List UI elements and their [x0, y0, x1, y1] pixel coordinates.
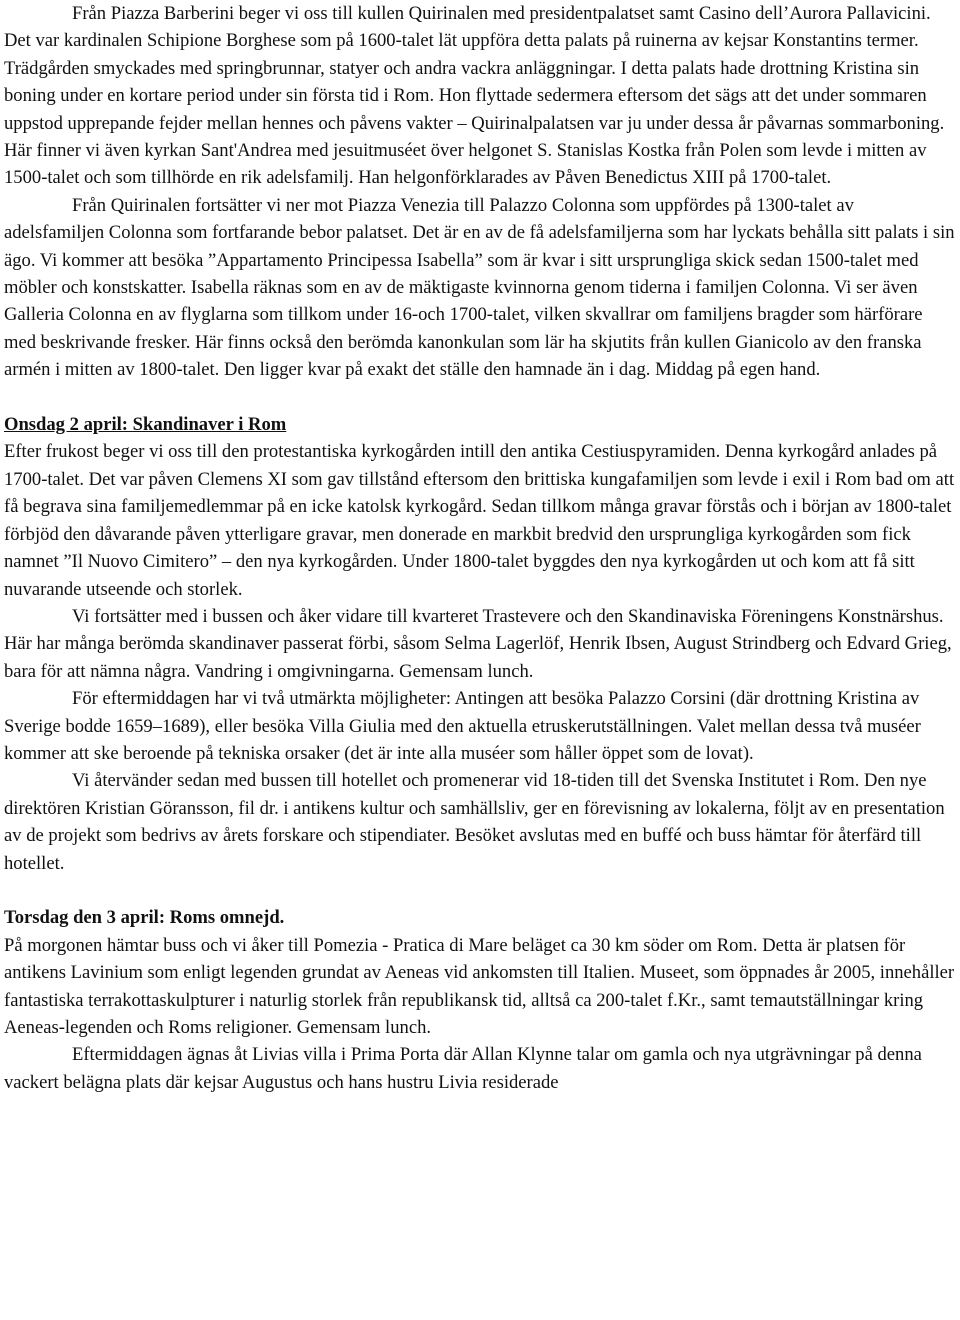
paragraph-quirinalen: Från Quirinalen fortsätter vi ner mot Piazza Venezia till Palazzo Colonna som uppfördes på 1300-talet av adelsfamiljen Colonna som fortfarande bebor palatset. Det är en av de få adelsfamiljerna som har lyckats behålla sitt palats i sin ägo. Vi kommer att besöka ”Appartamento Principessa Isabella” som är kvar i sitt ursprungliga skick sedan 1500-talet med möbler och konstskatter. Isabella räknas som en av de mäktigaste kvinnorna genom tiderna i familjen Colonna. Vi ser även Galleria Colonna en av flyglarna som tillkom under 16-och 1700-talet, vilken skvallrar om familjens bragder som härförare med beskrivande fresker. Här finns också den berömda kanonkulan som lär ha skjutits från kullen Gianicolo av den franska armén i mitten av 1800-talet. Den ligger kvar på exakt det ställe den hamnade än i dag. Middag på egen hand. — [4, 194, 955, 381]
paragraph-pomezia: På morgonen hämtar buss och vi åker till Pomezia - Pratica di Mare beläget ca 30 km söder om Rom. Detta är platsen för antikens Lavinium som enligt legenden grundat av Aeneas vid ankomsten till Italien. Museet, som öppnades år 2005, innehåller fantastiska terrakottaskulpturer i naturlig storlek från republikansk tid, alltså ca 200-talet f.Kr., samt temautställningar kring Aeneas-legenden och Roms religioner. Gemensam lunch. — [4, 934, 955, 1038]
document-page — [4, 0, 956, 1096]
paragraph-afternoon-options: För eftermiddagen har vi två utmärkta möjligheter: Antingen att besöka Palazzo Corsini (där drottning Kristina av Sverige bodde 1659–1689), eller besöka Villa Giulia med den aktuella etruskerutställningen. Valet mellan dessa två muséer kommer att ske beroende på tekniska orsaker (det är inte alla muséer som håller öppet som de lovat). — [4, 688, 921, 764]
section-spacer — [4, 877, 956, 904]
paragraph-livias-villa: Eftermiddagen ägnas åt Livias villa i Prima Porta där Allan Klynne talar om gamla och nya utgrävningar på denna vackert belägna plats där kejsar Augustus och hans hustru Livia residerade — [4, 1044, 922, 1093]
heading-thursday: Torsdag den 3 april: Roms omnejd. — [4, 907, 285, 929]
heading-wednesday: Onsdag 2 april: Skandinaver i Rom — [4, 414, 287, 436]
section-spacer — [4, 384, 956, 411]
paragraph-svenska-institutet: Vi återvänder sedan med bussen till hotellet och promenerar vid 18-tiden till det Svenska Institutet i Rom. Den nye direktören Kristian Göransson, fil dr. i antikens kultur och samhällsliv, ger en förevisning av lokalerna, följt av en presentation av de projekt som bedrivs av årets forskare och stipendiater. Besöket avslutas med en buffé och buss hämtar för återfärd till hotellet. — [4, 770, 945, 874]
paragraph-piazza-barberini: Från Piazza Barberini beger vi oss till kullen Quirinalen med presidentpalatset samt Casino dell’Aurora Pallavicini. Det var kardinalen Schipione Borghese som på 1600-talet lät uppföra detta palats på ruinerna av kejsar Konstantins termer. Trädgården smyckades med springbrunnar, statyer och andra vackra anläggningar. I detta palats hade drottning Kristina sin boning under en kortare period under sin första tid i Rom. Hon flyttade sedermera eftersom det sägs att det under sommaren uppstod upprepande fejder mellan hennes och påvens vakter – Quirinalpalatsen var ju under dessa år påvarnas sommarboning. Här finner vi även kyrkan Sant'Andrea med jesuitmuséet över helgonet S. Stanislas Kostka från Polen som levde i mitten av 1500-talet och som tillhörde en rik adelsfamilj. Han helgonförklarades av Påven Benedictus XIII på 1700-talet. — [4, 3, 945, 189]
paragraph-wednesday-morning: Efter frukost beger vi oss till den protestantiska kyrkogården intill den antika Cestiuspyramiden. Denna kyrkogård anlades på 1700-talet. Det var påven Clemens XI som gav tillstånd eftersom den brittiska kungafamiljen som levde i exil i Rom bad om att få begrava sina familjemedlemmar på en icke katolsk kyrkogård. Sedan tillkom många gravar förstås och i början av 1800-talet förbjöd den dåvarande påven ytterligare gravar, men donerade en markbit bredvid den ursprungliga kyrkogården som fick namnet ”Il Nuovo Cimitero” – den nya kyrkogården. Under 1800-talet byggdes den nya kyrkogården ut och kom att få sitt nuvarande utseende och storlek. — [4, 441, 955, 600]
paragraph-trastevere: Vi fortsätter med i bussen och åker vidare till kvarteret Trastevere och den Skandinaviska Föreningens Konstnärshus. Här har många berömda skandinaver passerat förbi, såsom Selma Lagerlöf, Henrik Ibsen, August Strindberg och Edvard Grieg, bara för att nämna några. Vandring i omgivningarna. Gemensam lunch. — [4, 605, 952, 682]
